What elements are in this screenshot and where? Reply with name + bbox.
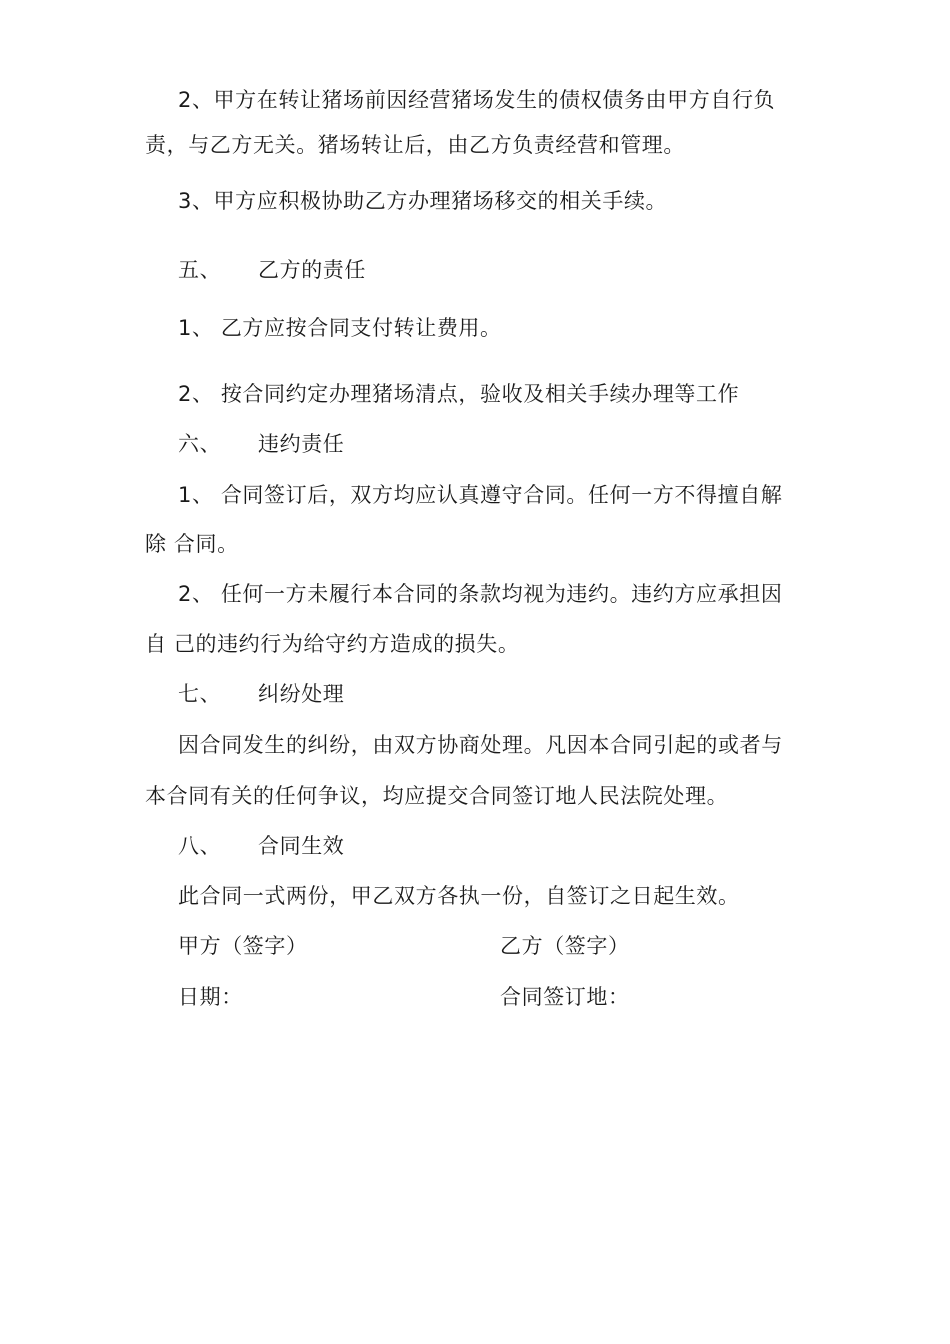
section6-heading — [178, 430, 344, 458]
section8-text: 此合同一式两份，甲乙双方各执一份，自签订之日起生效。 — [178, 884, 740, 908]
section5-title: 乙方的责任 — [258, 258, 366, 282]
section5-number: 五、 — [178, 258, 222, 282]
section6-item2-line1: 2、 任何一方未履行本合同的条款均视为违约。违约方应承担因 — [178, 582, 783, 606]
section6-title: 违约责任 — [258, 432, 345, 456]
signing-place-label: 合同签订地： — [500, 985, 630, 1009]
section6-number: 六、 — [178, 432, 222, 456]
section8-number: 八、 — [178, 834, 222, 858]
party-a-signature-label: 甲方（签字） — [178, 934, 308, 958]
section6-item1-line1: 1、 合同签订后，双方均应认真遵守合同。任何一方不得擅自解 — [178, 483, 783, 507]
party-b-signature-label: 乙方（签字） — [500, 934, 630, 958]
section5-item2: 2、 按合同约定办理猪场清点，验收及相关手续办理等工作 — [178, 382, 740, 406]
section7-title: 纠纷处理 — [258, 682, 345, 706]
section8-heading — [178, 832, 344, 860]
section4-item2-line2: 责，与乙方无关。猪场转让后，由乙方负责经营和管理。 — [145, 133, 685, 157]
section4-item3: 3、甲方应积极协助乙方办理猪场移交的相关手续。 — [178, 189, 668, 213]
date-label: 日期： — [178, 985, 243, 1009]
section6-item2-line2: 自 己的违约行为给守约方造成的损失。 — [145, 632, 520, 656]
section7-heading — [178, 680, 344, 708]
section7-number: 七、 — [178, 682, 222, 706]
section7-text-line2: 本合同有关的任何争议，均应提交合同签订地人民法院处理。 — [145, 784, 729, 808]
section5-item1: 1、 乙方应按合同支付转让费用。 — [178, 316, 502, 340]
section6-item1-line2: 除 合同。 — [145, 532, 239, 556]
section4-item2-line1: 2、甲方在转让猪场前因经营猪场发生的债权债务由甲方自行负 — [178, 88, 776, 112]
section7-text-line1: 因合同发生的纠纷，由双方协商处理。凡因本合同引起的或者与 — [178, 733, 783, 757]
section5-heading — [178, 256, 366, 284]
section8-title: 合同生效 — [258, 834, 345, 858]
